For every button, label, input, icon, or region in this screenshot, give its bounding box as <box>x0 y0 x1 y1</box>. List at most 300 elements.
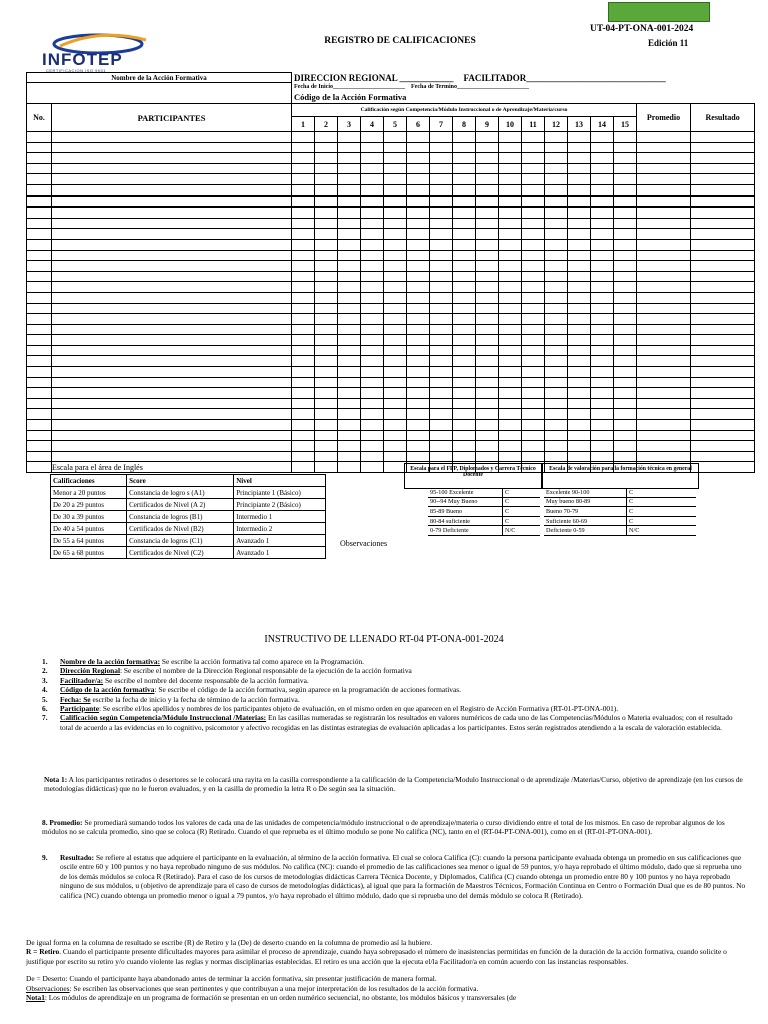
grade-cell[interactable] <box>430 398 453 409</box>
grade-cell[interactable] <box>361 409 384 420</box>
grade-cell[interactable] <box>361 420 384 431</box>
grade-cell[interactable] <box>384 377 407 388</box>
grade-cell[interactable] <box>591 142 614 153</box>
grade-cell[interactable] <box>591 388 614 399</box>
fecha-inicio-field[interactable]: Fecha de Inicio________________________ <box>294 83 405 90</box>
grade-cell[interactable] <box>476 420 499 431</box>
grade-cell[interactable] <box>453 441 476 452</box>
grade-cell[interactable] <box>591 398 614 409</box>
grade-cell[interactable] <box>315 388 338 399</box>
grade-cell[interactable] <box>361 142 384 153</box>
grade-cell[interactable] <box>637 441 691 452</box>
grade-cell[interactable] <box>384 451 407 462</box>
grade-cell[interactable] <box>384 430 407 441</box>
grade-cell[interactable] <box>568 345 591 356</box>
grade-cell[interactable] <box>430 367 453 378</box>
grade-cell[interactable] <box>691 420 755 431</box>
grade-cell[interactable] <box>691 250 755 261</box>
grade-cell[interactable] <box>691 132 755 143</box>
grade-cell[interactable] <box>614 261 637 272</box>
grade-cell[interactable] <box>522 324 545 335</box>
grade-cell[interactable] <box>691 388 755 399</box>
grade-cell[interactable] <box>338 239 361 250</box>
grade-cell[interactable] <box>315 314 338 325</box>
grade-cell[interactable] <box>522 420 545 431</box>
grade-cell[interactable] <box>453 207 476 218</box>
grade-cell[interactable] <box>361 132 384 143</box>
grade-cell[interactable] <box>361 314 384 325</box>
grade-cell[interactable] <box>338 142 361 153</box>
grade-cell[interactable] <box>545 250 568 261</box>
grade-cell[interactable] <box>384 367 407 378</box>
grade-cell[interactable] <box>568 250 591 261</box>
grade-cell[interactable] <box>522 356 545 367</box>
grade-cell[interactable] <box>52 132 292 143</box>
grade-cell[interactable] <box>430 207 453 218</box>
grade-cell[interactable] <box>361 207 384 218</box>
grade-cell[interactable] <box>614 430 637 441</box>
grade-cell[interactable] <box>315 142 338 153</box>
grade-cell[interactable] <box>52 398 292 409</box>
grade-cell[interactable] <box>430 377 453 388</box>
grade-cell[interactable] <box>315 462 338 473</box>
grade-cell[interactable] <box>637 292 691 303</box>
grade-cell[interactable] <box>430 388 453 399</box>
grade-cell[interactable] <box>338 196 361 208</box>
grade-cell[interactable] <box>691 303 755 314</box>
grade-cell[interactable] <box>292 184 315 195</box>
grade-cell[interactable] <box>27 451 52 462</box>
grade-cell[interactable] <box>338 250 361 261</box>
grade-cell[interactable] <box>614 184 637 195</box>
grade-cell[interactable] <box>315 377 338 388</box>
grade-cell[interactable] <box>384 335 407 346</box>
grade-cell[interactable] <box>338 163 361 174</box>
grade-cell[interactable] <box>27 388 52 399</box>
grade-cell[interactable] <box>407 303 430 314</box>
grade-cell[interactable] <box>691 345 755 356</box>
grade-cell[interactable] <box>315 174 338 185</box>
grade-cell[interactable] <box>614 324 637 335</box>
grade-cell[interactable] <box>453 282 476 293</box>
grade-cell[interactable] <box>430 196 453 208</box>
grade-cell[interactable] <box>292 292 315 303</box>
grade-cell[interactable] <box>361 356 384 367</box>
grade-cell[interactable] <box>614 314 637 325</box>
grade-cell[interactable] <box>691 282 755 293</box>
grade-cell[interactable] <box>591 345 614 356</box>
grade-cell[interactable] <box>430 356 453 367</box>
grade-cell[interactable] <box>499 282 522 293</box>
grade-cell[interactable] <box>614 207 637 218</box>
grade-cell[interactable] <box>27 271 52 282</box>
grade-cell[interactable] <box>292 345 315 356</box>
grade-cell[interactable] <box>52 218 292 229</box>
grade-cell[interactable] <box>52 174 292 185</box>
grade-cell[interactable] <box>52 324 292 335</box>
grade-cell[interactable] <box>27 324 52 335</box>
grade-cell[interactable] <box>545 271 568 282</box>
grade-cell[interactable] <box>522 207 545 218</box>
grade-cell[interactable] <box>27 261 52 272</box>
grade-cell[interactable] <box>522 174 545 185</box>
grade-cell[interactable] <box>292 218 315 229</box>
grade-cell[interactable] <box>614 420 637 431</box>
grade-cell[interactable] <box>27 184 52 195</box>
grade-cell[interactable] <box>691 207 755 218</box>
grade-cell[interactable] <box>361 292 384 303</box>
grade-cell[interactable] <box>545 229 568 240</box>
grade-cell[interactable] <box>384 207 407 218</box>
grade-cell[interactable] <box>407 250 430 261</box>
grade-cell[interactable] <box>292 174 315 185</box>
grade-cell[interactable] <box>453 132 476 143</box>
grade-cell[interactable] <box>384 218 407 229</box>
grade-cell[interactable] <box>691 398 755 409</box>
grade-cell[interactable] <box>476 261 499 272</box>
grade-cell[interactable] <box>691 239 755 250</box>
grade-cell[interactable] <box>453 335 476 346</box>
grade-cell[interactable] <box>568 451 591 462</box>
grade-cell[interactable] <box>292 207 315 218</box>
grade-cell[interactable] <box>430 409 453 420</box>
grade-cell[interactable] <box>52 430 292 441</box>
grade-cell[interactable] <box>338 292 361 303</box>
grade-cell[interactable] <box>430 441 453 452</box>
grade-cell[interactable] <box>545 314 568 325</box>
grade-cell[interactable] <box>384 271 407 282</box>
grade-cell[interactable] <box>384 292 407 303</box>
grade-cell[interactable] <box>292 462 315 473</box>
grade-cell[interactable] <box>52 282 292 293</box>
grade-cell[interactable] <box>407 314 430 325</box>
grade-cell[interactable] <box>52 271 292 282</box>
grade-cell[interactable] <box>591 409 614 420</box>
grade-cell[interactable] <box>614 335 637 346</box>
grade-cell[interactable] <box>407 207 430 218</box>
grade-cell[interactable] <box>338 367 361 378</box>
grade-cell[interactable] <box>338 377 361 388</box>
grade-cell[interactable] <box>545 398 568 409</box>
grade-cell[interactable] <box>292 239 315 250</box>
grade-cell[interactable] <box>407 174 430 185</box>
grade-cell[interactable] <box>292 335 315 346</box>
grade-cell[interactable] <box>476 250 499 261</box>
grade-cell[interactable] <box>591 420 614 431</box>
grade-cell[interactable] <box>614 303 637 314</box>
grade-cell[interactable] <box>568 174 591 185</box>
grade-cell[interactable] <box>591 441 614 452</box>
grade-cell[interactable] <box>52 261 292 272</box>
grade-cell[interactable] <box>476 282 499 293</box>
grade-cell[interactable] <box>637 132 691 143</box>
grade-cell[interactable] <box>384 174 407 185</box>
grade-cell[interactable] <box>384 441 407 452</box>
grade-cell[interactable] <box>691 367 755 378</box>
grade-cell[interactable] <box>292 229 315 240</box>
grade-cell[interactable] <box>691 271 755 282</box>
grade-cell[interactable] <box>292 356 315 367</box>
grade-cell[interactable] <box>476 153 499 164</box>
grade-cell[interactable] <box>292 409 315 420</box>
grade-cell[interactable] <box>338 218 361 229</box>
grade-cell[interactable] <box>591 335 614 346</box>
grade-cell[interactable] <box>52 163 292 174</box>
grade-cell[interactable] <box>568 335 591 346</box>
grade-cell[interactable] <box>52 314 292 325</box>
grade-cell[interactable] <box>691 356 755 367</box>
grade-cell[interactable] <box>476 218 499 229</box>
grade-cell[interactable] <box>591 163 614 174</box>
grade-cell[interactable] <box>476 142 499 153</box>
grade-cell[interactable] <box>384 153 407 164</box>
grade-cell[interactable] <box>691 409 755 420</box>
grade-cell[interactable] <box>591 239 614 250</box>
grade-cell[interactable] <box>27 398 52 409</box>
grade-cell[interactable] <box>568 218 591 229</box>
grade-cell[interactable] <box>637 388 691 399</box>
grade-cell[interactable] <box>476 345 499 356</box>
grade-cell[interactable] <box>614 132 637 143</box>
fecha-termino-field[interactable]: Fecha de Termino________________________ <box>411 83 529 90</box>
grade-cell[interactable] <box>361 462 384 473</box>
grade-cell[interactable] <box>384 345 407 356</box>
grade-cell[interactable] <box>407 335 430 346</box>
grade-cell[interactable] <box>499 356 522 367</box>
grade-cell[interactable] <box>476 196 499 208</box>
grade-cell[interactable] <box>453 451 476 462</box>
grade-cell[interactable] <box>545 163 568 174</box>
grade-cell[interactable] <box>614 250 637 261</box>
grade-cell[interactable] <box>476 451 499 462</box>
grade-cell[interactable] <box>315 356 338 367</box>
grade-cell[interactable] <box>453 261 476 272</box>
grade-cell[interactable] <box>27 335 52 346</box>
grade-cell[interactable] <box>637 367 691 378</box>
grade-cell[interactable] <box>384 229 407 240</box>
grade-cell[interactable] <box>27 356 52 367</box>
grade-cell[interactable] <box>499 163 522 174</box>
grade-cell[interactable] <box>361 271 384 282</box>
grade-cell[interactable] <box>568 163 591 174</box>
grade-cell[interactable] <box>292 250 315 261</box>
grade-cell[interactable] <box>568 314 591 325</box>
grade-cell[interactable] <box>315 282 338 293</box>
grade-cell[interactable] <box>545 430 568 441</box>
grade-cell[interactable] <box>292 196 315 208</box>
grade-cell[interactable] <box>614 292 637 303</box>
grade-cell[interactable] <box>27 345 52 356</box>
grade-cell[interactable] <box>476 388 499 399</box>
grade-cell[interactable] <box>27 303 52 314</box>
grade-cell[interactable] <box>338 345 361 356</box>
grade-cell[interactable] <box>637 142 691 153</box>
grade-cell[interactable] <box>637 324 691 335</box>
grade-cell[interactable] <box>476 239 499 250</box>
grade-cell[interactable] <box>315 250 338 261</box>
grade-cell[interactable] <box>522 377 545 388</box>
grade-cell[interactable] <box>315 324 338 335</box>
grade-cell[interactable] <box>499 207 522 218</box>
grade-cell[interactable] <box>614 409 637 420</box>
grade-cell[interactable] <box>407 132 430 143</box>
grade-cell[interactable] <box>568 303 591 314</box>
grade-cell[interactable] <box>27 229 52 240</box>
grade-cell[interactable] <box>384 282 407 293</box>
grade-cell[interactable] <box>499 430 522 441</box>
grade-cell[interactable] <box>691 451 755 462</box>
grade-cell[interactable] <box>27 153 52 164</box>
grade-cell[interactable] <box>637 451 691 462</box>
grade-cell[interactable] <box>499 292 522 303</box>
grade-cell[interactable] <box>545 132 568 143</box>
grade-cell[interactable] <box>614 153 637 164</box>
grade-cell[interactable] <box>614 398 637 409</box>
grade-cell[interactable] <box>476 324 499 335</box>
grade-cell[interactable] <box>591 207 614 218</box>
grade-cell[interactable] <box>591 430 614 441</box>
grade-cell[interactable] <box>499 239 522 250</box>
grade-cell[interactable] <box>384 303 407 314</box>
grade-cell[interactable] <box>292 142 315 153</box>
grade-cell[interactable] <box>430 184 453 195</box>
grade-cell[interactable] <box>453 218 476 229</box>
grade-cell[interactable] <box>614 367 637 378</box>
grade-cell[interactable] <box>591 196 614 208</box>
grade-cell[interactable] <box>338 314 361 325</box>
grade-cell[interactable] <box>476 207 499 218</box>
grade-cell[interactable] <box>338 356 361 367</box>
grade-cell[interactable] <box>361 303 384 314</box>
grade-cell[interactable] <box>637 153 691 164</box>
grade-cell[interactable] <box>522 314 545 325</box>
grade-cell[interactable] <box>591 367 614 378</box>
grade-cell[interactable] <box>292 388 315 399</box>
grade-cell[interactable] <box>384 356 407 367</box>
grade-cell[interactable] <box>453 409 476 420</box>
grade-cell[interactable] <box>568 356 591 367</box>
grade-cell[interactable] <box>338 282 361 293</box>
grade-cell[interactable] <box>315 398 338 409</box>
grade-cell[interactable] <box>691 314 755 325</box>
grade-cell[interactable] <box>545 184 568 195</box>
grade-cell[interactable] <box>614 174 637 185</box>
grade-cell[interactable] <box>522 398 545 409</box>
grade-cell[interactable] <box>430 335 453 346</box>
grade-cell[interactable] <box>591 174 614 185</box>
grade-cell[interactable] <box>637 356 691 367</box>
grade-cell[interactable] <box>545 239 568 250</box>
grade-cell[interactable] <box>499 132 522 143</box>
grade-cell[interactable] <box>384 388 407 399</box>
grade-cell[interactable] <box>614 451 637 462</box>
grade-cell[interactable] <box>384 398 407 409</box>
grade-cell[interactable] <box>430 303 453 314</box>
grade-cell[interactable] <box>384 163 407 174</box>
grade-cell[interactable] <box>522 229 545 240</box>
grade-cell[interactable] <box>453 388 476 399</box>
grade-cell[interactable] <box>453 142 476 153</box>
grade-cell[interactable] <box>568 409 591 420</box>
grade-cell[interactable] <box>430 282 453 293</box>
grade-cell[interactable] <box>522 441 545 452</box>
grade-cell[interactable] <box>430 271 453 282</box>
grade-cell[interactable] <box>522 132 545 143</box>
grade-cell[interactable] <box>52 229 292 240</box>
grade-cell[interactable] <box>476 409 499 420</box>
grade-cell[interactable] <box>591 229 614 240</box>
grade-cell[interactable] <box>499 367 522 378</box>
grade-cell[interactable] <box>361 218 384 229</box>
grade-cell[interactable] <box>384 314 407 325</box>
grade-cell[interactable] <box>614 196 637 208</box>
grade-cell[interactable] <box>361 282 384 293</box>
grade-cell[interactable] <box>361 441 384 452</box>
grade-cell[interactable] <box>568 388 591 399</box>
grade-cell[interactable] <box>522 282 545 293</box>
grade-cell[interactable] <box>361 335 384 346</box>
grade-cell[interactable] <box>476 184 499 195</box>
grade-cell[interactable] <box>568 207 591 218</box>
grade-cell[interactable] <box>315 345 338 356</box>
grade-cell[interactable] <box>52 250 292 261</box>
grade-cell[interactable] <box>545 441 568 452</box>
grade-cell[interactable] <box>52 451 292 462</box>
grade-cell[interactable] <box>430 292 453 303</box>
direccion-regional-field[interactable]: DIRECCION REGIONAL ____________ <box>294 72 454 83</box>
grade-cell[interactable] <box>315 409 338 420</box>
grade-cell[interactable] <box>499 184 522 195</box>
grade-cell[interactable] <box>568 271 591 282</box>
grade-cell[interactable] <box>361 239 384 250</box>
grade-cell[interactable] <box>637 229 691 240</box>
grade-cell[interactable] <box>568 196 591 208</box>
grade-cell[interactable] <box>568 420 591 431</box>
grade-cell[interactable] <box>545 174 568 185</box>
grade-cell[interactable] <box>545 335 568 346</box>
grade-cell[interactable] <box>522 163 545 174</box>
grade-cell[interactable] <box>361 184 384 195</box>
grade-cell[interactable] <box>691 324 755 335</box>
grade-cell[interactable] <box>476 398 499 409</box>
grade-cell[interactable] <box>338 184 361 195</box>
grade-cell[interactable] <box>338 388 361 399</box>
grade-cell[interactable] <box>430 261 453 272</box>
grade-cell[interactable] <box>430 430 453 441</box>
grade-cell[interactable] <box>545 303 568 314</box>
grade-cell[interactable] <box>453 430 476 441</box>
grade-cell[interactable] <box>591 218 614 229</box>
grade-cell[interactable] <box>637 207 691 218</box>
grade-cell[interactable] <box>361 153 384 164</box>
grade-cell[interactable] <box>315 292 338 303</box>
grade-cell[interactable] <box>614 345 637 356</box>
grade-cell[interactable] <box>637 303 691 314</box>
grade-cell[interactable] <box>361 430 384 441</box>
grade-cell[interactable] <box>453 356 476 367</box>
grade-cell[interactable] <box>637 184 691 195</box>
grade-cell[interactable] <box>568 324 591 335</box>
grade-cell[interactable] <box>476 174 499 185</box>
grade-cell[interactable] <box>591 282 614 293</box>
grade-cell[interactable] <box>591 153 614 164</box>
grade-cell[interactable] <box>27 250 52 261</box>
grade-cell[interactable] <box>476 303 499 314</box>
grade-cell[interactable] <box>522 184 545 195</box>
grade-cell[interactable] <box>591 451 614 462</box>
grade-cell[interactable] <box>499 420 522 431</box>
grade-cell[interactable] <box>407 292 430 303</box>
